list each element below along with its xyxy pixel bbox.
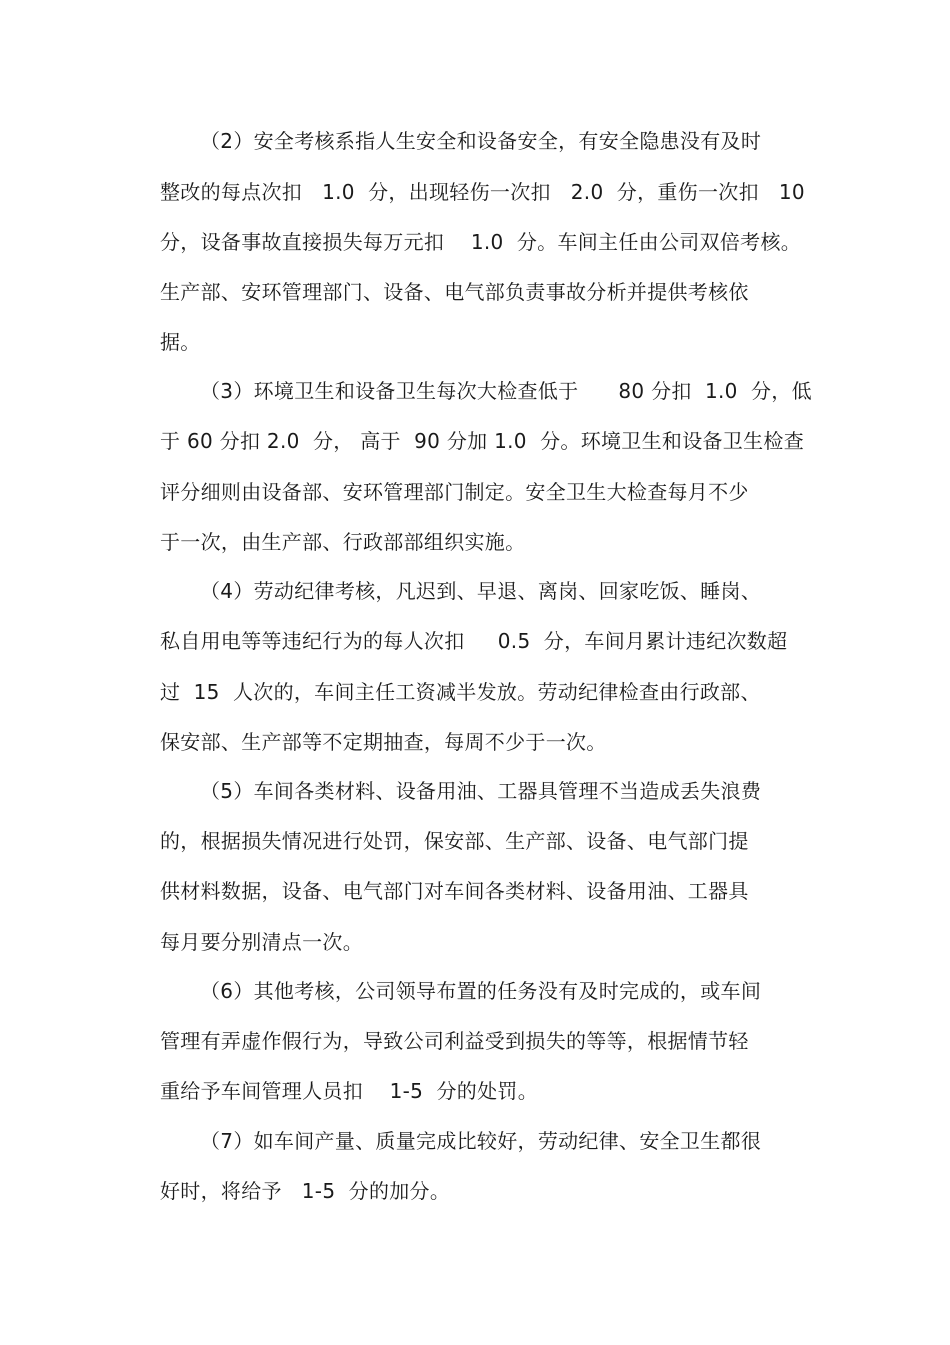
paragraph-2-line-3: 分，设备事故直接损失每万元扣 1.0 分。车间主任由公司双倍考核。: [160, 230, 802, 254]
paragraph-6-line-1: （6）其他考核，公司领导布置的任务没有及时完成的，或车间: [200, 979, 762, 1003]
paragraph-7-line-2: 好时，将给予 1-5 分的加分。: [160, 1179, 451, 1203]
paragraph-7-line-1: （7）如车间产量、质量完成比较好，劳动纪律、安全卫生都很: [200, 1129, 762, 1153]
paragraph-5-line-2: 的，根据损失情况进行处罚，保安部、生产部、设备、电气部门提: [160, 829, 749, 853]
paragraph-5-line-1: （5）车间各类材料、设备用油、工器具管理不当造成丢失浪费: [200, 779, 762, 803]
paragraph-5-line-4: 每月要分别清点一次。: [160, 930, 363, 954]
paragraph-5-line-3: 供材料数据，设备、电气部门对车间各类材料、设备用油、工器具: [160, 879, 749, 903]
paragraph-2-line-1: （2）安全考核系指人生安全和设备安全，有安全隐患没有及时: [200, 129, 762, 153]
paragraph-3-line-4: 于一次，由生产部、行政部部组织实施。: [160, 530, 526, 554]
paragraph-2-line-4: 生产部、安环管理部门、设备、电气部负责事故分析并提供考核依: [160, 280, 749, 304]
paragraph-4-line-3: 过 15 人次的，车间主任工资减半发放。劳动纪律检查由行政部、: [160, 680, 761, 704]
paragraph-6-line-2: 管理有弄虚作假行为，导致公司利益受到损失的等等，根据情节轻: [160, 1029, 749, 1053]
paragraph-4-line-4: 保安部、生产部等不定期抽查，每周不少于一次。: [160, 730, 607, 754]
paragraph-2-line-2: 整改的每点次扣 1.0 分，出现轻伤一次扣 2.0 分，重伤一次扣 10: [160, 180, 805, 204]
paragraph-4-line-1: （4）劳动纪律考核，凡迟到、早退、离岗、回家吃饭、睡岗、: [200, 579, 762, 603]
paragraph-3-line-1: （3）环境卫生和设备卫生每次大检查低于 80 分扣 1.0 分，低: [200, 379, 812, 403]
paragraph-4-line-2: 私自用电等等违纪行为的每人次扣 0.5 分，车间月累计违纪次数超: [160, 629, 788, 653]
paragraph-3-line-3: 评分细则由设备部、安环管理部门制定。安全卫生大检查每月不少: [160, 480, 749, 504]
paragraph-6-line-3: 重给予车间管理人员扣 1-5 分的处罚。: [160, 1079, 539, 1103]
paragraph-2-line-5: 据。: [160, 330, 201, 354]
paragraph-3-line-2: 于 60 分扣 2.0 分， 高于 90 分加 1.0 分。环境卫生和设备卫生检查: [160, 429, 804, 453]
